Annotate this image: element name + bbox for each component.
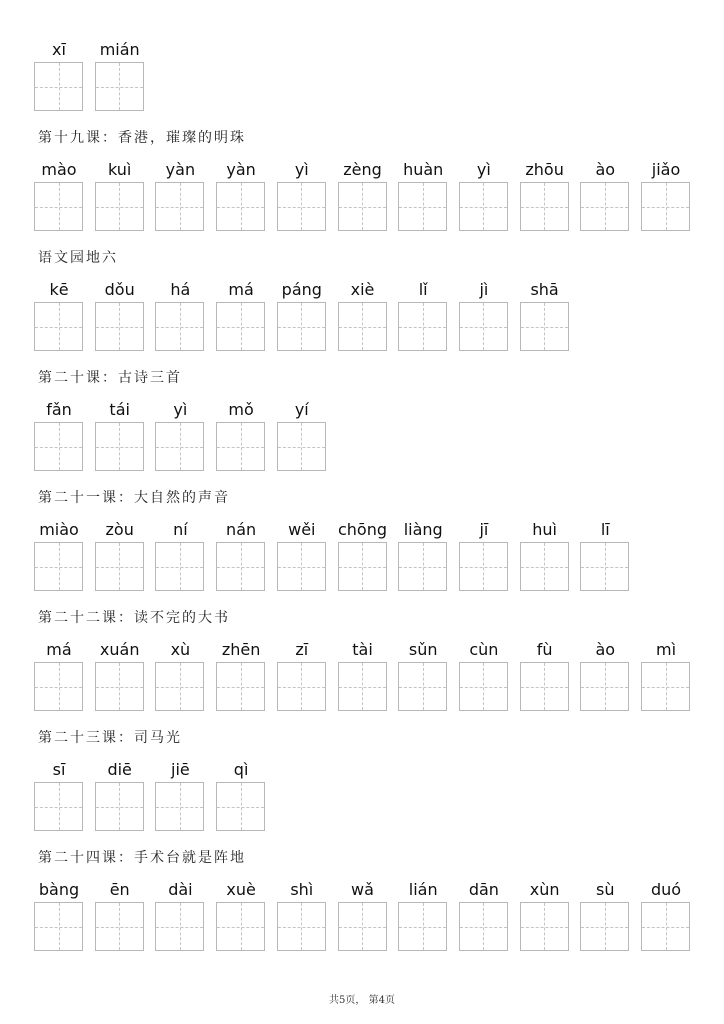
- pinyin-label: ào: [595, 640, 616, 659]
- character-cell: [398, 160, 448, 240]
- character-cell: [155, 400, 205, 480]
- pinyin-label: zèng: [343, 160, 382, 179]
- writing-grid-box[interactable]: [34, 182, 83, 231]
- pinyin-label: yì: [294, 160, 309, 179]
- character-cell: [155, 880, 205, 960]
- grid-guide-horizontal: [217, 567, 264, 568]
- grid-guide-horizontal: [156, 567, 203, 568]
- pinyin-label: ēn: [109, 880, 130, 899]
- grid-guide-horizontal: [339, 207, 386, 208]
- writing-grid-box[interactable]: [95, 782, 144, 831]
- grid-guide-horizontal: [581, 687, 628, 688]
- character-cell: [155, 520, 205, 600]
- character-cell: [95, 640, 145, 720]
- pinyin-label: lī: [600, 520, 610, 539]
- pinyin-label: diē: [107, 760, 132, 779]
- character-cell: [34, 280, 84, 360]
- character-cell: [95, 160, 145, 240]
- character-cell: [580, 520, 630, 600]
- grid-guide-horizontal: [156, 687, 203, 688]
- grid-guide-horizontal: [96, 207, 143, 208]
- writing-grid-box[interactable]: [277, 422, 326, 471]
- character-cell: [277, 280, 327, 360]
- pinyin-label: cùn: [469, 640, 499, 659]
- writing-grid-box[interactable]: [155, 662, 204, 711]
- pinyin-label: zī: [295, 640, 309, 659]
- grid-guide-horizontal: [35, 447, 82, 448]
- character-cell: [95, 400, 145, 480]
- pinyin-label: sǔn: [408, 640, 438, 659]
- writing-grid-box[interactable]: [95, 662, 144, 711]
- grid-guide-horizontal: [35, 807, 82, 808]
- pinyin-label: dài: [168, 880, 193, 899]
- pinyin-label: yàn: [165, 160, 196, 179]
- writing-grid-box[interactable]: [277, 542, 326, 591]
- writing-grid-box[interactable]: [520, 662, 569, 711]
- grid-guide-horizontal: [156, 927, 203, 928]
- pinyin-label: lián: [408, 880, 438, 899]
- character-cell: [398, 280, 448, 360]
- character-cell: [459, 640, 509, 720]
- writing-grid-box[interactable]: [580, 902, 629, 951]
- pinyin-label: huàn: [403, 160, 444, 179]
- writing-grid-box[interactable]: [95, 422, 144, 471]
- character-cell: [277, 160, 327, 240]
- writing-grid-box[interactable]: [398, 182, 447, 231]
- pinyin-label: zòu: [105, 520, 134, 539]
- writing-grid-box[interactable]: [95, 302, 144, 351]
- writing-grid-box[interactable]: [520, 302, 569, 351]
- pinyin-label: kuì: [108, 160, 132, 179]
- character-cell: [459, 280, 509, 360]
- writing-grid-box[interactable]: [34, 62, 83, 111]
- character-cell: [338, 640, 388, 720]
- pinyin-label: huì: [532, 520, 557, 539]
- pinyin-label: fù: [536, 640, 553, 659]
- character-cell: [580, 880, 630, 960]
- writing-grid-box[interactable]: [338, 902, 387, 951]
- character-cell: [216, 280, 266, 360]
- grid-guide-horizontal: [521, 327, 568, 328]
- character-cell: [34, 160, 84, 240]
- pinyin-label: páng: [281, 280, 322, 299]
- writing-grid-box[interactable]: [216, 902, 265, 951]
- grid-guide-horizontal: [278, 447, 325, 448]
- writing-grid-box[interactable]: [155, 542, 204, 591]
- pinyin-label: mǒ: [228, 400, 254, 419]
- writing-grid-box[interactable]: [277, 902, 326, 951]
- grid-guide-horizontal: [399, 327, 446, 328]
- character-cell: [216, 400, 266, 480]
- pinyin-label: lǐ: [418, 280, 428, 299]
- grid-guide-horizontal: [156, 207, 203, 208]
- character-cell: [277, 520, 327, 600]
- grid-guide-horizontal: [35, 927, 82, 928]
- pinyin-label: liàng: [403, 520, 443, 539]
- grid-guide-horizontal: [96, 927, 143, 928]
- pinyin-label: mào: [41, 160, 77, 179]
- pinyin-label: sī: [52, 760, 66, 779]
- character-cell: [95, 40, 145, 120]
- grid-guide-horizontal: [521, 207, 568, 208]
- writing-grid-box[interactable]: [95, 542, 144, 591]
- grid-guide-horizontal: [217, 687, 264, 688]
- character-cell: [398, 520, 448, 600]
- grid-guide-horizontal: [217, 207, 264, 208]
- grid-guide-horizontal: [581, 567, 628, 568]
- pinyin-label: shì: [290, 880, 314, 899]
- pinyin-label: xù: [170, 640, 191, 659]
- character-cell: [520, 280, 570, 360]
- lesson-heading: 语文园地六: [38, 250, 118, 266]
- lesson-heading: 第二十四课：手术台就是阵地: [38, 850, 246, 866]
- writing-grid-box[interactable]: [216, 542, 265, 591]
- grid-guide-horizontal: [35, 327, 82, 328]
- pinyin-label: xuán: [99, 640, 140, 659]
- character-cell: [520, 520, 570, 600]
- writing-grid-box[interactable]: [459, 662, 508, 711]
- writing-grid-box[interactable]: [520, 542, 569, 591]
- character-cell: [155, 280, 205, 360]
- pinyin-label: wěi: [288, 520, 316, 539]
- writing-grid-box[interactable]: [459, 302, 508, 351]
- writing-grid-box[interactable]: [34, 782, 83, 831]
- writing-grid-box[interactable]: [520, 902, 569, 951]
- grid-guide-horizontal: [278, 927, 325, 928]
- pinyin-label: ní: [173, 520, 188, 539]
- grid-guide-horizontal: [399, 567, 446, 568]
- grid-guide-horizontal: [642, 927, 689, 928]
- grid-guide-horizontal: [217, 327, 264, 328]
- grid-guide-horizontal: [521, 687, 568, 688]
- pinyin-label: miào: [39, 520, 79, 539]
- writing-grid-box[interactable]: [34, 302, 83, 351]
- grid-guide-horizontal: [35, 207, 82, 208]
- character-cell: [95, 280, 145, 360]
- pinyin-label: mián: [99, 40, 140, 59]
- grid-guide-horizontal: [581, 207, 628, 208]
- pinyin-label: sù: [596, 880, 615, 899]
- character-cell: [580, 640, 630, 720]
- writing-grid-box[interactable]: [580, 662, 629, 711]
- grid-guide-horizontal: [217, 927, 264, 928]
- writing-grid-box[interactable]: [580, 182, 629, 231]
- grid-guide-horizontal: [339, 327, 386, 328]
- character-cell: [398, 640, 448, 720]
- grid-guide-horizontal: [339, 927, 386, 928]
- character-cell: [216, 520, 266, 600]
- pinyin-label: wǎ: [351, 880, 374, 899]
- character-cell: [641, 880, 691, 960]
- grid-guide-horizontal: [399, 927, 446, 928]
- character-cell: [216, 880, 266, 960]
- character-cell: [277, 640, 327, 720]
- pinyin-label: xuè: [226, 880, 256, 899]
- writing-grid-box[interactable]: [520, 182, 569, 231]
- pinyin-label: shā: [530, 280, 559, 299]
- character-cell: [34, 520, 84, 600]
- grid-guide-horizontal: [339, 687, 386, 688]
- pinyin-label: ào: [595, 160, 616, 179]
- writing-grid-box[interactable]: [95, 182, 144, 231]
- pinyin-label: kē: [49, 280, 69, 299]
- writing-grid-box[interactable]: [216, 422, 265, 471]
- pinyin-label: zhōu: [525, 160, 564, 179]
- page-footer: 共5页， 第4页: [329, 995, 395, 1006]
- grid-guide-horizontal: [96, 327, 143, 328]
- pinyin-label: há: [170, 280, 191, 299]
- grid-guide-horizontal: [156, 807, 203, 808]
- grid-guide-horizontal: [460, 927, 507, 928]
- character-cell: [520, 640, 570, 720]
- writing-grid-box[interactable]: [641, 182, 690, 231]
- grid-guide-horizontal: [460, 327, 507, 328]
- grid-guide-horizontal: [399, 687, 446, 688]
- pinyin-label: zhēn: [221, 640, 261, 659]
- character-cell: [216, 760, 266, 840]
- writing-grid-box[interactable]: [34, 542, 83, 591]
- grid-guide-horizontal: [521, 567, 568, 568]
- character-cell: [338, 280, 388, 360]
- writing-grid-box[interactable]: [34, 422, 83, 471]
- character-cell: [34, 760, 84, 840]
- grid-guide-horizontal: [642, 687, 689, 688]
- pinyin-label: má: [228, 280, 254, 299]
- pinyin-label: jì: [479, 280, 489, 299]
- writing-grid-box[interactable]: [155, 902, 204, 951]
- writing-grid-box[interactable]: [338, 182, 387, 231]
- writing-grid-box[interactable]: [155, 422, 204, 471]
- grid-guide-horizontal: [460, 207, 507, 208]
- writing-grid-box[interactable]: [95, 902, 144, 951]
- character-cell: [155, 160, 205, 240]
- grid-guide-horizontal: [339, 567, 386, 568]
- writing-grid-box[interactable]: [338, 662, 387, 711]
- writing-grid-box[interactable]: [338, 302, 387, 351]
- lesson-heading: 第二十二课：读不完的大书: [38, 610, 230, 626]
- lesson-heading: 第十九课：香港，璀璨的明珠: [38, 130, 246, 146]
- grid-guide-horizontal: [35, 87, 82, 88]
- grid-guide-horizontal: [156, 447, 203, 448]
- writing-grid-box[interactable]: [216, 182, 265, 231]
- character-cell: [338, 520, 388, 600]
- grid-guide-horizontal: [278, 207, 325, 208]
- grid-guide-horizontal: [217, 807, 264, 808]
- character-cell: [459, 160, 509, 240]
- character-cell: [34, 400, 84, 480]
- writing-grid-box[interactable]: [459, 182, 508, 231]
- writing-grid-box[interactable]: [459, 542, 508, 591]
- writing-grid-box[interactable]: [580, 542, 629, 591]
- grid-guide-horizontal: [278, 567, 325, 568]
- pinyin-label: chōng: [337, 520, 388, 539]
- writing-grid-box[interactable]: [641, 662, 690, 711]
- writing-grid-box[interactable]: [216, 782, 265, 831]
- character-cell: [459, 520, 509, 600]
- grid-guide-horizontal: [278, 327, 325, 328]
- pinyin-label: yì: [476, 160, 491, 179]
- pinyin-label: fǎn: [46, 400, 72, 419]
- writing-grid-box[interactable]: [95, 62, 144, 111]
- writing-grid-box[interactable]: [277, 302, 326, 351]
- pinyin-label: qì: [233, 760, 249, 779]
- character-cell: [277, 880, 327, 960]
- writing-grid-box[interactable]: [155, 182, 204, 231]
- writing-grid-box[interactable]: [277, 662, 326, 711]
- grid-guide-horizontal: [581, 927, 628, 928]
- character-cell: [580, 160, 630, 240]
- pinyin-label: bàng: [38, 880, 80, 899]
- lesson-heading: 第二十一课：大自然的声音: [38, 490, 230, 506]
- pinyin-label: dǒu: [104, 280, 135, 299]
- character-cell: [95, 760, 145, 840]
- writing-grid-box[interactable]: [34, 902, 83, 951]
- writing-grid-box[interactable]: [398, 662, 447, 711]
- character-cell: [216, 640, 266, 720]
- pinyin-label: má: [46, 640, 72, 659]
- pinyin-label: yì: [173, 400, 188, 419]
- writing-grid-box[interactable]: [155, 782, 204, 831]
- character-cell: [641, 640, 691, 720]
- character-cell: [34, 880, 84, 960]
- grid-guide-horizontal: [460, 567, 507, 568]
- grid-guide-horizontal: [156, 327, 203, 328]
- grid-guide-horizontal: [96, 447, 143, 448]
- character-cell: [398, 880, 448, 960]
- writing-grid-box[interactable]: [398, 302, 447, 351]
- writing-grid-box[interactable]: [459, 902, 508, 951]
- writing-grid-box[interactable]: [277, 182, 326, 231]
- character-cell: [338, 160, 388, 240]
- grid-guide-horizontal: [35, 687, 82, 688]
- character-cell: [95, 520, 145, 600]
- lesson-heading: 第二十课：古诗三首: [38, 370, 182, 386]
- grid-guide-horizontal: [96, 807, 143, 808]
- writing-grid-box[interactable]: [398, 542, 447, 591]
- pinyin-label: xī: [52, 40, 66, 59]
- grid-guide-horizontal: [96, 87, 143, 88]
- pinyin-label: xùn: [529, 880, 560, 899]
- grid-guide-horizontal: [278, 687, 325, 688]
- character-cell: [459, 880, 509, 960]
- writing-grid-box[interactable]: [338, 542, 387, 591]
- grid-guide-horizontal: [96, 567, 143, 568]
- grid-guide-horizontal: [96, 687, 143, 688]
- character-cell: [34, 640, 84, 720]
- pinyin-label: yí: [294, 400, 309, 419]
- pinyin-label: jiǎo: [651, 160, 681, 179]
- writing-grid-box[interactable]: [155, 302, 204, 351]
- writing-grid-box[interactable]: [398, 902, 447, 951]
- grid-guide-horizontal: [642, 207, 689, 208]
- character-cell: [155, 640, 205, 720]
- grid-guide-horizontal: [460, 687, 507, 688]
- pinyin-label: jiē: [171, 760, 190, 779]
- pinyin-label: dān: [468, 880, 499, 899]
- grid-guide-horizontal: [521, 927, 568, 928]
- character-cell: [338, 880, 388, 960]
- character-cell: [520, 880, 570, 960]
- grid-guide-horizontal: [399, 207, 446, 208]
- character-cell: [155, 760, 205, 840]
- writing-grid-box[interactable]: [216, 662, 265, 711]
- pinyin-label: yàn: [226, 160, 256, 179]
- character-cell: [641, 160, 691, 240]
- pinyin-label: nán: [226, 520, 257, 539]
- pinyin-label: tài: [352, 640, 373, 659]
- character-cell: [34, 40, 84, 120]
- character-cell: [277, 400, 327, 480]
- character-cell: [95, 880, 145, 960]
- pinyin-label: tái: [109, 400, 130, 419]
- character-cell: [520, 160, 570, 240]
- writing-grid-box[interactable]: [216, 302, 265, 351]
- lesson-heading: 第二十三课：司马光: [38, 730, 182, 746]
- pinyin-label: mì: [655, 640, 677, 659]
- writing-grid-box[interactable]: [34, 662, 83, 711]
- grid-guide-horizontal: [35, 567, 82, 568]
- pinyin-label: duó: [650, 880, 682, 899]
- grid-guide-horizontal: [217, 447, 264, 448]
- character-cell: [216, 160, 266, 240]
- writing-grid-box[interactable]: [641, 902, 690, 951]
- pinyin-label: jī: [479, 520, 489, 539]
- pinyin-label: xiè: [350, 280, 375, 299]
